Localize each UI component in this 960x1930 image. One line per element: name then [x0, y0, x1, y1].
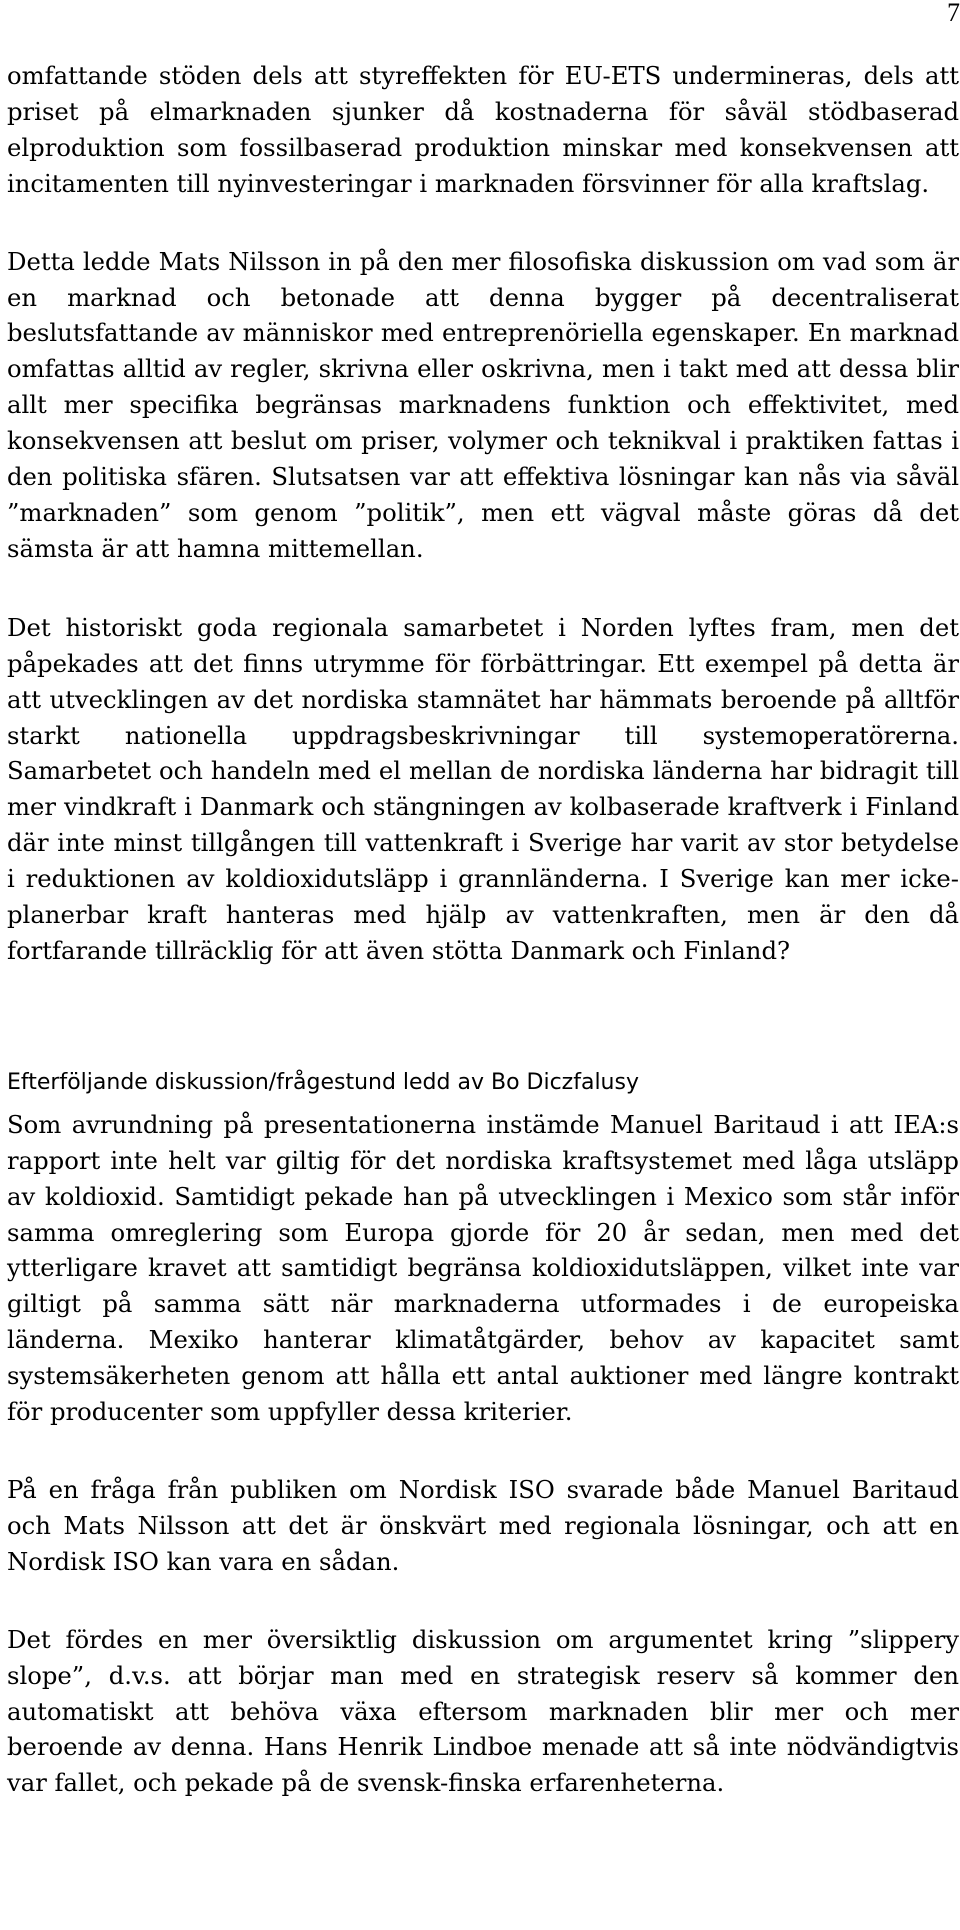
paragraph-iea-report: Som avrundning på presentationerna instämde Manuel Baritaud i att IEA:s rapport inte helt var giltig för det nordiska kraftsystemet med låga utsläpp av koldioxid. Samtidigt pekade han på utvecklingen i Mexico som står inför samma omreglering som Europa gjorde för 20 år sedan, men med det ytterligare kravet att samtidigt begränsa koldioxidutsläppen, vilket inte var giltigt på samma sätt när marknaderna utformades i de europeiska länderna. Mexiko hanterar klimatåtgärder, behov av kapacitet samt systemsäkerheten genom att hålla ett antal auktioner med längre kontrakt för producenter som uppfyller dessa kriterier.: [7, 1109, 959, 1427]
paragraph-nordic-cooperation: Det historiskt goda regionala samarbetet i Norden lyftes fram, men det påpekades att det finns utrymme för förbättringar. Ett exempel på detta är att utvecklingen av det nordiska stamnätet har hämmats beroende på alltför starkt nationella uppdragsbeskrivningar till systemoperatörerna. Samarbetet och handeln med el mellan de nordiska länderna har bidragit till mer vindkraft i Danmark och stängningen av kolbaserade kraftverk i Finland där inte minst tillgången till vattenkraft i Sverige har varit av stor betydelse i reduktionen av koldioxidutsläpp i grannländerna. I Sverige kan mer icke-planerbar kraft hanteras med hjälp av vattenkraften, men är den då fortfarande tillräcklig för att även stötta Danmark och Finland?: [7, 612, 959, 965]
paragraph-market-philosophy: Detta ledde Mats Nilsson in på den mer filosofiska diskussion om vad som är en marknad och betonade att denna bygger på decentraliserat beslutsfattande av människor med entreprenöriella egenskaper. En marknad omfattas alltid av regler, skrivna eller oskrivna, men i takt med att dessa blir allt mer specifika begränsas marknadens funktion och effektivitet, med konsekvensen att beslut om priser, volymer och teknikval i praktiken fattas i den politiska sfären. Slutsatsen var att effektiva lösningar kan nås via såväl ”marknaden” som genom ”politik”, men ett vägval måste göras då det sämsta är att hamna mittemellan.: [7, 246, 959, 563]
section-heading: Efterföljande diskussion/frågestund ledd av Bo Diczfalusy: [7, 1069, 639, 1095]
document-body: [7, 58, 959, 1801]
paragraph-eu-ets: omfattande stöden dels att styreffekten för EU-ETS undermineras, dels att priset på elmarknaden sjunker då kostnaderna för såväl stödbaserad elproduktion som fossilbaserad produktion minskar med konsekvensen att incitamenten till nyinvesteringar i marknaden försvinner för alla kraftslag.: [7, 61, 959, 198]
paragraph-slippery-slope: Det fördes en mer översiktlig diskussion om argumentet kring ”slippery slope”, d.v.s. att börjar man med en strategisk reserv så kommer den automatiskt att behöva växa eftersom marknaden blir mer och mer beroende av denna. Hans Henrik Lindboe menade att så inte nödvändigtvis var fallet, och pekade på de svensk-finska erfarenheterna.: [7, 1624, 959, 1798]
paragraph-nordic-iso: På en fråga från publiken om Nordisk ISO svarade både Manuel Baritaud och Mats Nilsson att det är önskvärt med regionala lösningar, och att en Nordisk ISO kan vara en sådan.: [7, 1475, 959, 1576]
page-number: 7: [947, 0, 960, 27]
